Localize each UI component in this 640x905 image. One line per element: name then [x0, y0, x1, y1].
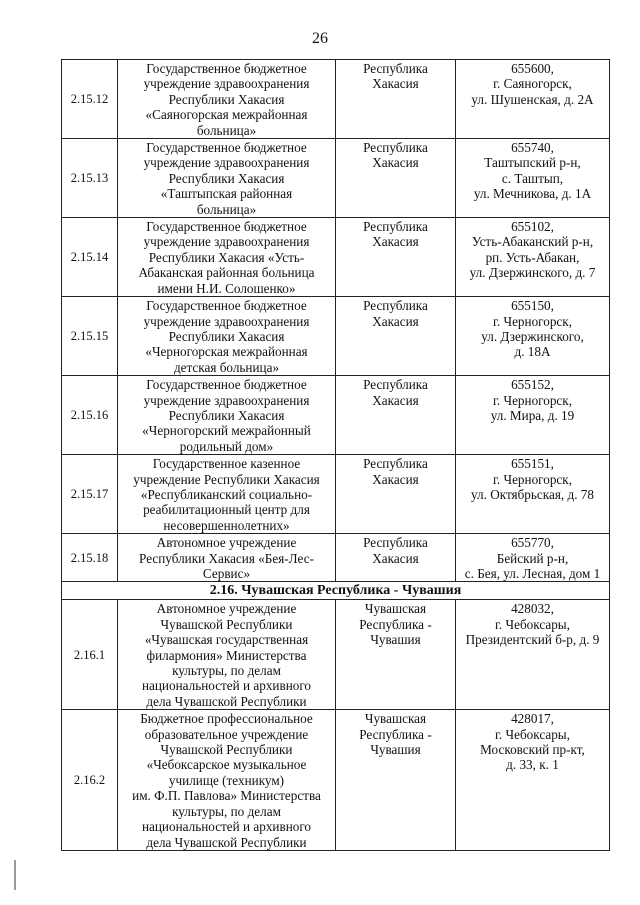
address: 655102, Усть-Абаканский р-н, рп. Усть-Абакан, ул. Дзержинского, д. 7	[456, 218, 610, 297]
table-row	[62, 376, 610, 455]
region: Республика Хакасия	[336, 297, 456, 376]
region: Республика Хакасия	[336, 376, 456, 455]
table-row	[62, 455, 610, 534]
address: 655770, Бейский р-н, с. Бея, ул. Лесная, дом 1	[456, 534, 610, 582]
region: Республика Хакасия	[336, 139, 456, 218]
section-row	[62, 582, 610, 600]
registry-table	[61, 59, 610, 851]
region: Чувашская Республика - Чувашия	[336, 710, 456, 851]
row-number: 2.15.14	[62, 218, 118, 297]
address: 428017, г. Чебоксары, Московский пр-кт, д. 33, к. 1	[456, 710, 610, 851]
table-row	[62, 218, 610, 297]
organization-name: Государственное бюджетное учреждение здравоохранения Республики Хакасия «Таштыпская районная больница»	[118, 139, 336, 218]
row-number: 2.15.12	[62, 60, 118, 139]
row-number: 2.15.15	[62, 297, 118, 376]
row-number: 2.15.17	[62, 455, 118, 534]
address: 655740, Таштыпский р-н, с. Таштып, ул. Мечникова, д. 1А	[456, 139, 610, 218]
address: 655151, г. Черногорск, ул. Октябрьская, д. 78	[456, 455, 610, 534]
page-number: 26	[312, 30, 328, 47]
organization-name: Автономное учреждение Республики Хакасия «Бея-Лес- Сервис»	[118, 534, 336, 582]
organization-name: Автономное учреждение Чувашской Республики «Чувашская государственная филармония» Министерства культуры, по делам национальностей и архивного дела Чувашской Республики	[118, 600, 336, 710]
region: Чувашская Республика - Чувашия	[336, 600, 456, 710]
region: Республика Хакасия	[336, 60, 456, 139]
organization-name: Государственное бюджетное учреждение здравоохранения Республики Хакасия «Черногорский межрайонный родильный дом»	[118, 376, 336, 455]
table-row	[62, 710, 610, 851]
organization-name: Государственное бюджетное учреждение здравоохранения Республики Хакасия «Саяногорская межрайонная больница»	[118, 60, 336, 139]
table-row	[62, 534, 610, 582]
table-row	[62, 297, 610, 376]
region: Республика Хакасия	[336, 218, 456, 297]
organization-name: Государственное бюджетное учреждение здравоохранения Республики Хакасия «Черногорская межрайонная детская больница»	[118, 297, 336, 376]
organization-name: Государственное бюджетное учреждение здравоохранения Республики Хакасия «Усть- Абаканская районная больница имени Н.И. Солошенко»	[118, 218, 336, 297]
region: Республика Хакасия	[336, 534, 456, 582]
row-number: 2.15.16	[62, 376, 118, 455]
organization-name: Государственное казенное учреждение Республики Хакасия «Республиканский социально- реабилитационный центр для несовершеннолетних»	[118, 455, 336, 534]
row-number: 2.16.1	[62, 600, 118, 710]
table-row	[62, 60, 610, 139]
address: 655152, г. Черногорск, ул. Мира, д. 19	[456, 376, 610, 455]
row-number: 2.15.18	[62, 534, 118, 582]
address: 655150, г. Черногорск, ул. Дзержинского, д. 18А	[456, 297, 610, 376]
organization-name: Бюджетное профессиональное образовательное учреждение Чувашской Республики «Чебоксарское музыкальное училище (техникум) им. Ф.П. Павлова» Министерства культуры, по делам национальностей и архивного дела Чувашской Республики	[118, 710, 336, 851]
address: 655600, г. Саяногорск, ул. Шушенская, д. 2А	[456, 60, 610, 139]
region: Республика Хакасия	[336, 455, 456, 534]
scan-edge-mark	[14, 860, 16, 890]
table-row	[62, 600, 610, 710]
row-number: 2.16.2	[62, 710, 118, 851]
table-row	[62, 139, 610, 218]
row-number: 2.15.13	[62, 139, 118, 218]
section-heading: 2.16. Чувашская Республика - Чувашия	[62, 582, 610, 600]
address: 428032, г. Чебоксары, Президентский б-р, д. 9	[456, 600, 610, 710]
